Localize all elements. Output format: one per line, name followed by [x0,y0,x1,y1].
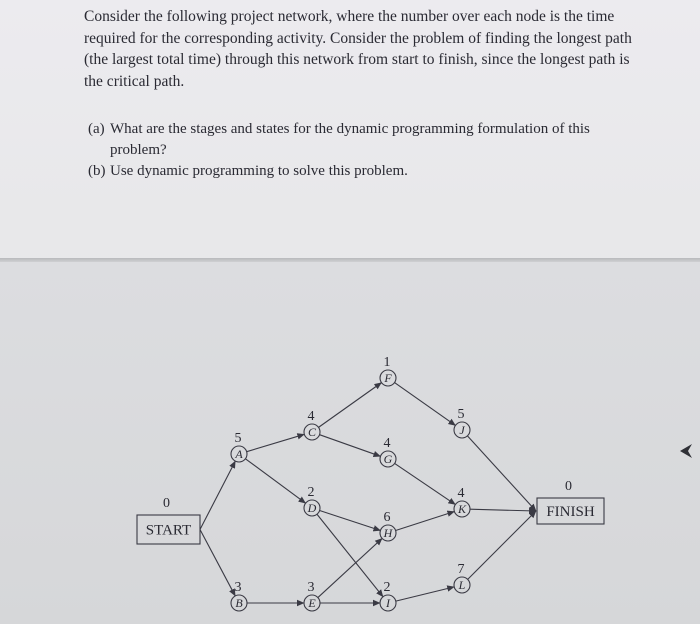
network-arcs [200,383,536,603]
activity-time: 7 [457,562,465,577]
node-label: K [457,502,467,516]
activity-time: 3 [234,580,242,595]
activity-time: 4 [307,409,315,424]
finish-time: 0 [565,479,572,494]
node-c [304,409,320,440]
activity-time: 2 [383,580,391,595]
node-label: F [384,371,392,385]
problem-intro: Consider the following project network, where the number over each node is the time required for the corresponding activity. Consider the problem of finding the longest path (the largest total time) through this network from start to finish, since the longest path is the critical path. [84,8,632,90]
node-f [380,355,396,386]
finish-label: FINISH [546,504,595,520]
network-nodes [231,355,470,611]
part-text: What are the stages and states for the dynamic programming formulation of this problem? [110,121,590,158]
node-label: L [458,578,466,592]
activity-time: 5 [457,407,465,422]
arc-g-k [395,463,456,504]
node-label: D [307,501,317,515]
node-b [231,580,247,611]
arc-start-b [200,530,235,596]
start-box [137,496,200,544]
activity-time: 3 [307,580,315,595]
node-label: B [235,596,243,610]
part-label: (b) [88,163,106,179]
arc-start-a [200,461,235,529]
node-label: I [386,596,390,610]
node-l [454,562,470,593]
activity-time: 4 [383,436,391,451]
node-label: H [383,526,393,540]
node-h [380,510,396,541]
node-a [231,431,247,462]
terminal-boxes [137,479,604,544]
mouse-pointer-icon [679,443,693,459]
arc-a-c [247,434,305,451]
node-g [380,436,396,467]
node-label: J [459,423,465,437]
arc-e-h [318,538,382,597]
activity-time: 2 [307,485,315,500]
activity-time: 5 [234,431,242,446]
part-text: Use dynamic programming to solve this problem. [110,163,408,179]
node-e [304,580,320,611]
node-d [304,485,320,516]
start-time: 0 [163,496,170,511]
activity-time: 4 [457,486,465,501]
activity-time: 6 [383,510,391,525]
node-label: G [383,452,393,466]
node-k [454,486,470,517]
arc-d-h [320,510,381,530]
arc-c-g [320,435,381,457]
node-label: C [307,425,317,439]
node-label: E [308,596,316,610]
finish-box [537,479,604,524]
arc-i-l [396,587,454,601]
activity-time: 1 [383,355,391,370]
arc-h-k [396,511,455,530]
arc-l-finish [468,511,536,579]
part-label: (a) [88,121,105,137]
arc-c-f [319,383,382,428]
arc-d-i [317,514,383,597]
node-j [454,407,470,438]
arc-k-finish [470,509,536,511]
arc-f-j [395,383,456,426]
arc-j-finish [467,436,536,511]
node-label: A [235,447,243,461]
start-label: START [145,522,192,539]
arc-a-d [245,459,305,503]
